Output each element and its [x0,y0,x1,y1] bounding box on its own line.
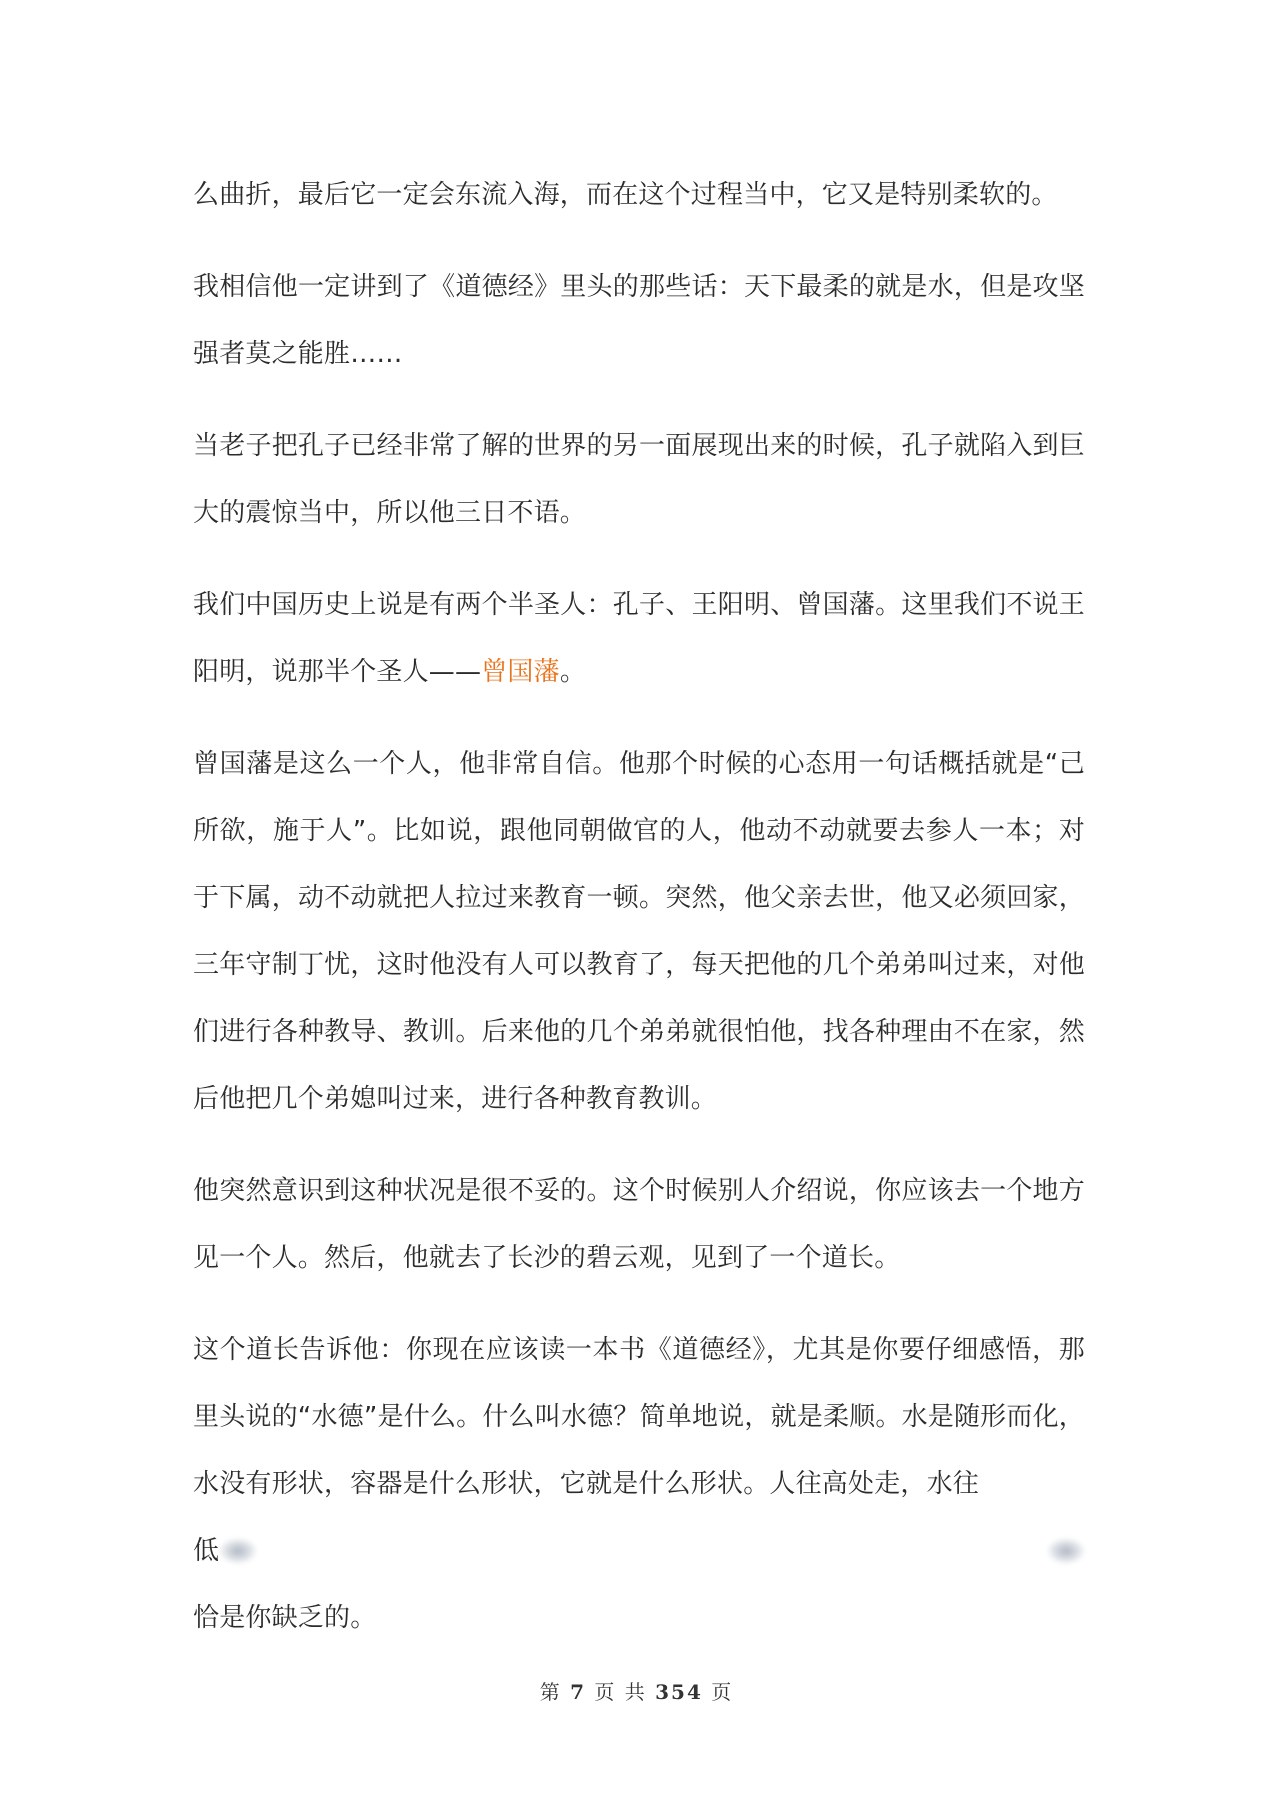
obscured-line-start: 低 [193,1518,257,1585]
paragraph-6: 他突然意识到这种状况是很不妥的。这个时候别人介绍说，你应该去一个地方见一个人。然后，他就去了长沙的碧云观，见到了一个道长。 [193,1176,1085,1273]
body-text [193,162,1085,1652]
footer-suffix: 页 [711,1680,734,1704]
paragraph-4-end: 。 [559,657,587,687]
page-footer [0,1676,1273,1705]
paragraph-5: 曾国藩是这么一个人，他非常自信。他那个时候的心态用一句话概括就是“己所欲，施于人”。比如说，跟他同朝做官的人，他动不动就要去参人一本；对于下属，动不动就把人拉过来教育一顿。突然，他父亲去世，他又必须回家，三年守制丁忧，这时他没有人可以教育了，每天把他的几个弟弟叫过来，对他们进行各种教导、教训。后来他的几个弟弟就很怕他，找各种理由不在家，然后他把几个弟媳叫过来，进行各种教育教训。 [193,749,1085,1114]
footer-middle: 页 共 [594,1680,647,1704]
blur-mark-icon [1047,1538,1085,1564]
current-page-number: 7 [570,1680,587,1704]
blur-mark-icon [219,1538,257,1564]
obscured-line [193,1518,1085,1585]
paragraph-7-text: 这个道长告诉他：你现在应该读一本书《道德经》，尤其是你要仔细感悟，那里头说的“水德”是什么。什么叫水德？简单地说，就是柔顺。水是随形而化，水没有形状，容器是什么形状，它就是什么形状。人往高处走，水往 [193,1335,1085,1499]
highlight-name[interactable]: 曾国藩 [481,657,560,687]
obscured-line-end [1047,1518,1085,1585]
paragraph-4 [193,572,1085,706]
paragraph-4-text: 我们中国历史上说是有两个半圣人：孔子、王阳明、曾国藩。这里我们不说王阳明，说那半个圣人—— [193,590,1085,687]
total-page-count: 354 [655,1680,703,1704]
paragraph-1: 么曲折，最后它一定会东流入海，而在这个过程当中，它又是特别柔软的。 [193,180,1058,210]
paragraph-7 [193,1317,1085,1652]
paragraph-2: 我相信他一定讲到了《道德经》里头的那些话：天下最柔的就是水，但是攻坚强者莫之能胜…… [193,272,1085,369]
paragraph-3: 当老子把孔子已经非常了解的世界的另一面展现出来的时候，孔子就陷入到巨大的震惊当中，所以他三日不语。 [193,431,1085,528]
footer-prefix: 第 [539,1680,562,1704]
paragraph-7-last-line: 恰是你缺乏的。 [193,1603,377,1633]
